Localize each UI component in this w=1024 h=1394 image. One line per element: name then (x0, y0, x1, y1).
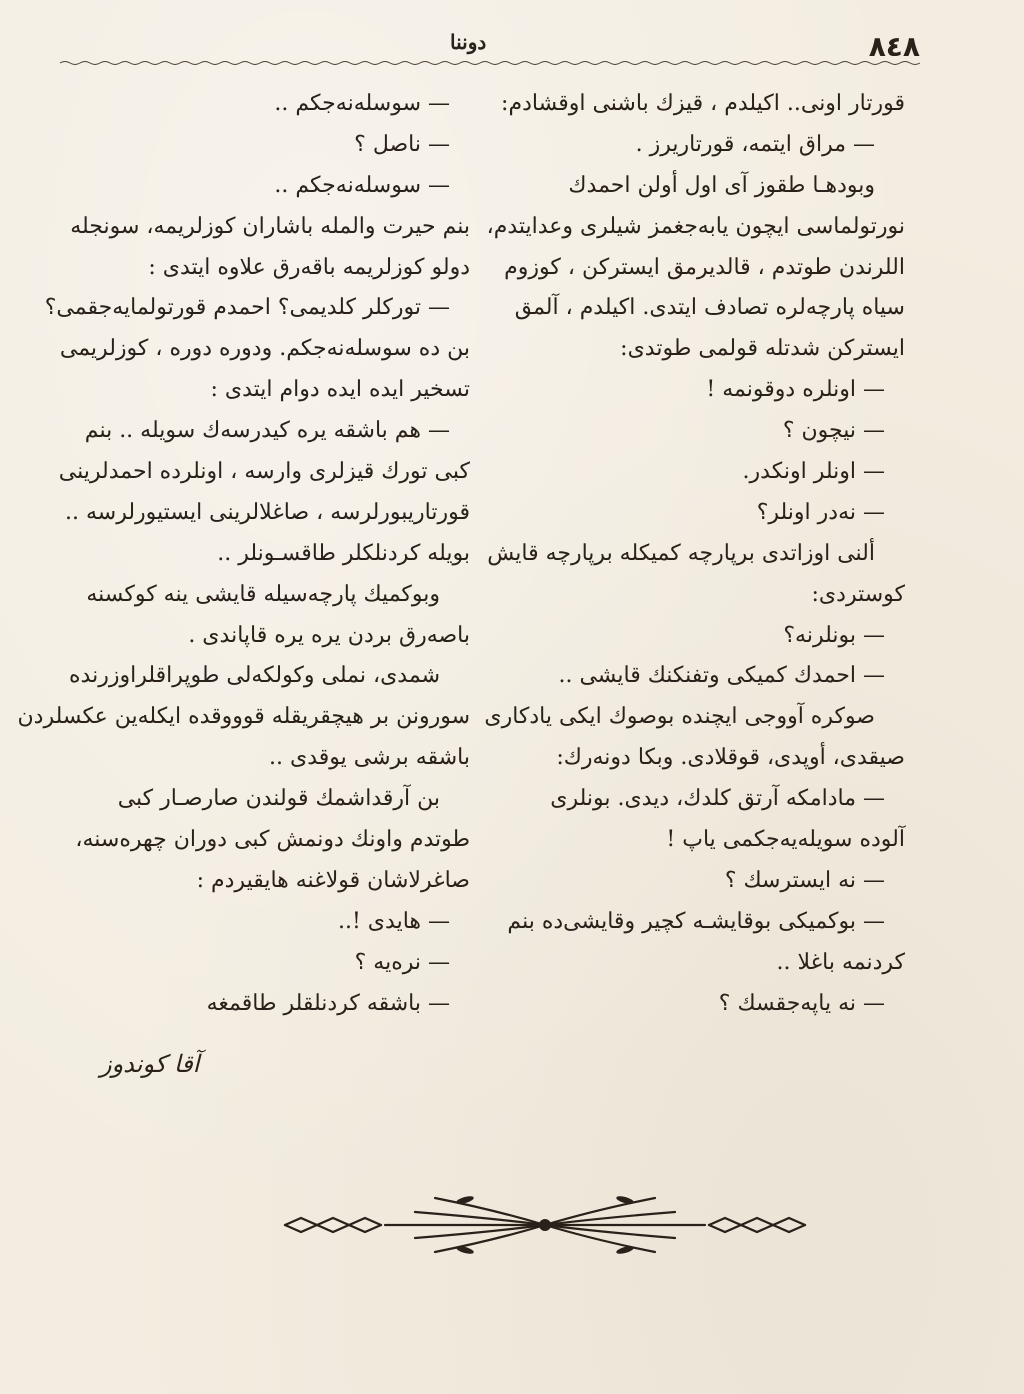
text-line: — نه ایسترسك ؟ (724, 867, 885, 893)
decorative-ornament-icon (265, 1180, 825, 1270)
page-number: ٨٤٨ (868, 30, 920, 63)
author-signature: آقا کوندوز (100, 1050, 200, 1078)
right-text-column (484, 84, 905, 1024)
left-text-column (17, 84, 470, 1024)
text-line: — نه یاپه‌جقسك ؟ (718, 990, 885, 1016)
text-line: شمدی، نملی وکولکه‌لی طوپراقلراوزرنده (69, 663, 440, 689)
text-line: — مادامکه آرتق کلدك، دیدی. بونلری (550, 786, 885, 812)
text-line: کبی تورك قیزلری وارسه ، اونلرده احمدلرینی (58, 459, 470, 485)
text-line: دولو کوزلریمه باقه‌رق علاوه ایتدی : (148, 254, 470, 280)
text-line: قورتار اونی.. اکیلدم ، قیزك باشنی اوقشادم: (501, 91, 905, 116)
text-line: بن آرقداشمك قولندن صارصـار کبی (117, 786, 440, 812)
text-line: — هایدی !.. (337, 908, 450, 934)
text-line: ایسترکن شدتله قولمی طوتدی: (620, 336, 905, 362)
text-line: وبوکمیك پارچه‌سیله قایشی ینه کوکسنه (86, 581, 440, 607)
text-line: صاغرلاشان قولاغنه هایقیردم : (196, 867, 470, 893)
text-line: سورونن بر هیچقریقله قوووقده ایکله‌ین عکسلردن (17, 704, 470, 730)
text-line: — اونلر اونکدر. (742, 459, 885, 485)
running-title: دوننا (450, 30, 487, 54)
text-line: کردنمه باغلا .. (776, 949, 905, 975)
text-line: سیاه پارچه‌لره تصادف ایتدی. اکیلدم ، آلمق (514, 295, 905, 321)
text-line: باصه‌رق بردن یره یره قاپاندی . (188, 622, 470, 648)
text-line: کوستردی: (811, 581, 905, 607)
text-line: — تورکلر کلدیمی؟ احمدم قورتولمایه‌جقمی؟ (44, 295, 450, 321)
header-wavy-rule (60, 60, 920, 66)
text-line: بنم حیرت والمله باشاران کوزلریمه، سونجله (70, 213, 470, 239)
text-line: — بونلرنه؟ (783, 622, 885, 648)
text-line: ألنی اوزاتدی برپارچه کمیکله برپارچه قایش (487, 540, 875, 566)
text-line: — اونلره دوقونمه ! (706, 377, 885, 403)
text-line: — باشقه کردنلقلر طاقمغه (206, 990, 450, 1016)
text-line: — سوسله‌نه‌جکم .. (274, 91, 450, 116)
text-line: — نره‌یه ؟ (354, 949, 450, 975)
text-line: صوکره آووجی ایچنده بوصوك ایکی یادکاری (484, 704, 875, 730)
text-line: باشقه برشی یوقدی .. (269, 745, 470, 771)
text-line: صیقدی، أوپدی، قوقلادی. وبکا دونه‌رك: (556, 745, 905, 771)
text-line: تسخیر ایده ایده دوام ایتدی : (210, 377, 470, 403)
text-line: — ناصل ؟ (354, 131, 450, 157)
text-line: — هم باشقه یره کیدرسه‌ك سویله .. بنم (84, 418, 450, 444)
text-line: آلوده سویله‌یه‌جکمی یاپ ! (666, 827, 905, 853)
text-line: — نه‌در اونلر؟ (756, 499, 885, 525)
text-line: بویله کردنلکلر طاقسـونلر .. (217, 540, 470, 566)
text-line: — بوکمیکی بوقایشـه کچیر وقایشی‌ده بنم (507, 908, 885, 934)
text-line: — مراق ایتمه، قورتاریرز . (635, 131, 875, 157)
text-line: — نیچون ؟ (782, 418, 885, 444)
text-line: — احمدك کمیکی وتفنکنك قایشی .. (558, 663, 885, 689)
text-line: طوتدم واونك دونمش کبی دوران چهره‌سنه، (75, 827, 470, 853)
text-line: بن ده سوسله‌نه‌جکم. ودوره دوره ، کوزلریمی (59, 336, 470, 362)
text-line: وبودهـا طقوز آی اول أولن احمدك (568, 172, 875, 198)
text-line: اللرندن طوتدم ، قالدیرمق ایسترکن ، کوزوم (504, 254, 905, 280)
text-line: نورتولماسی ایچون یابه‌جغمز شیلری وعدایتدم، (486, 213, 905, 239)
text-line: — سوسله‌نه‌جکم .. (274, 172, 450, 198)
text-line: قورتاریبورلرسه ، صاغلالرینی ایستیورلرسه .. (65, 499, 470, 525)
